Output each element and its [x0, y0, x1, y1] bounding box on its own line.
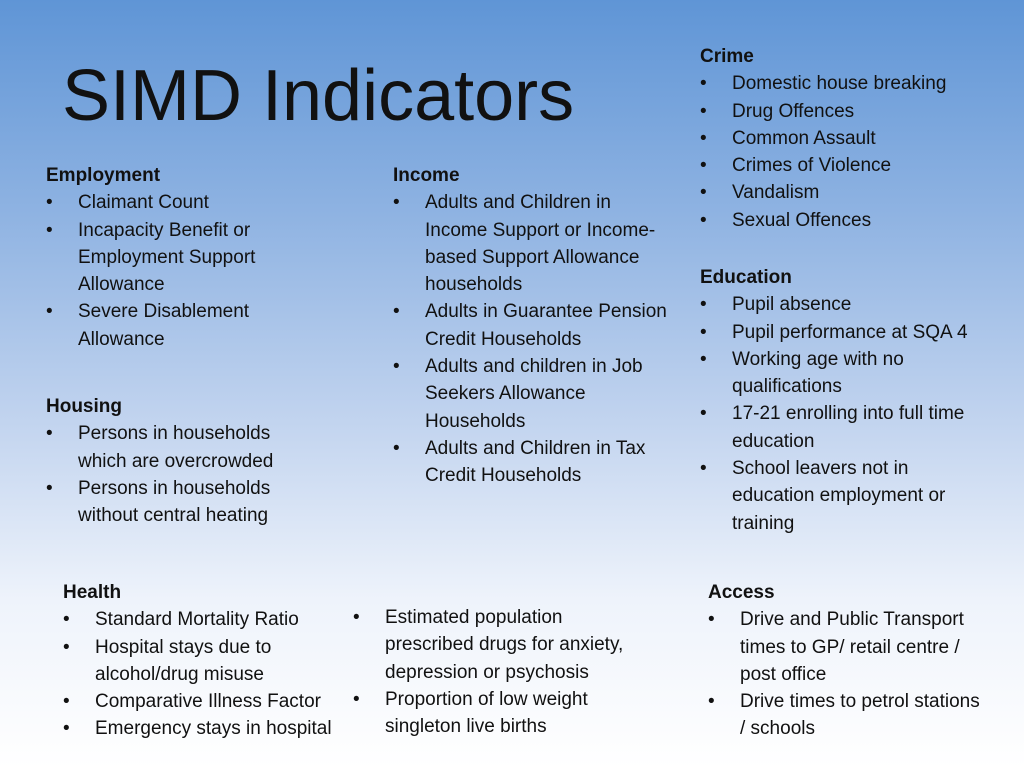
education-heading: Education [700, 267, 792, 288]
income-heading: Income [393, 165, 460, 186]
crime-list [700, 70, 1000, 234]
housing-list [46, 420, 321, 529]
list-item: • Drive and Public Transport times to GP/ retail centre / post office [708, 606, 988, 688]
access-heading: Access [708, 582, 775, 603]
employment-section [46, 162, 306, 353]
housing-heading: Housing [46, 396, 122, 417]
list-item: • Vandalism [700, 179, 1000, 206]
list-item: • Pupil performance at SQA 4 [700, 319, 970, 346]
list-item: • Drive times to petrol stations / schools [708, 688, 988, 743]
education-section [700, 264, 970, 537]
list-item: • Adults and children in Job Seekers Allowance Households [393, 353, 678, 435]
list-item: • Domestic house breaking [700, 70, 1000, 97]
list-item: • Working age with no qualifications [700, 346, 970, 401]
access-list [708, 606, 988, 742]
list-item: • Adults and Children in Income Support or Income-based Support Allowance households [393, 189, 678, 298]
list-item: • Persons in households which are overcrowded [46, 420, 321, 475]
list-item: • Standard Mortality Ratio [63, 606, 363, 633]
housing-section [46, 393, 321, 529]
list-item: • Drug Offences [700, 98, 1000, 125]
crime-section [700, 43, 1000, 234]
list-item: • Adults and Children in Tax Credit Households [393, 435, 678, 490]
list-item: • Common Assault [700, 125, 1000, 152]
health-heading: Health [63, 582, 122, 603]
list-item: • Emergency stays in hospital [63, 715, 363, 742]
list-item: • Comparative Illness Factor [63, 688, 363, 715]
crime-heading: Crime [700, 46, 754, 67]
health-list [63, 606, 363, 742]
list-item: • Severe Disablement Allowance [46, 298, 306, 353]
list-item: • Sexual Offences [700, 207, 1000, 234]
health-list-continued [353, 604, 653, 740]
list-item: • Persons in households without central heating [46, 475, 321, 530]
list-item: • Crimes of Violence [700, 152, 1000, 179]
income-section [393, 162, 678, 490]
health-section-continued [353, 604, 653, 740]
list-item: • Hospital stays due to alcohol/drug misuse [63, 634, 363, 689]
list-item: • Estimated population prescribed drugs for anxiety, depression or psychosis [353, 604, 653, 686]
access-section [708, 579, 988, 743]
employment-heading: Employment [46, 165, 161, 186]
employment-list [46, 189, 306, 353]
list-item: • Adults in Guarantee Pension Credit Households [393, 298, 678, 353]
education-list [700, 291, 970, 537]
list-item: • 17-21 enrolling into full time education [700, 400, 970, 455]
list-item: • Claimant Count [46, 189, 306, 216]
slide-title: SIMD Indicators [62, 56, 575, 136]
list-item: • School leavers not in education employment or training [700, 455, 970, 537]
health-section [63, 579, 363, 743]
income-list [393, 189, 678, 489]
list-item: • Pupil absence [700, 291, 970, 318]
list-item: • Incapacity Benefit or Employment Support Allowance [46, 217, 306, 299]
list-item: • Proportion of low weight singleton live births [353, 686, 653, 741]
